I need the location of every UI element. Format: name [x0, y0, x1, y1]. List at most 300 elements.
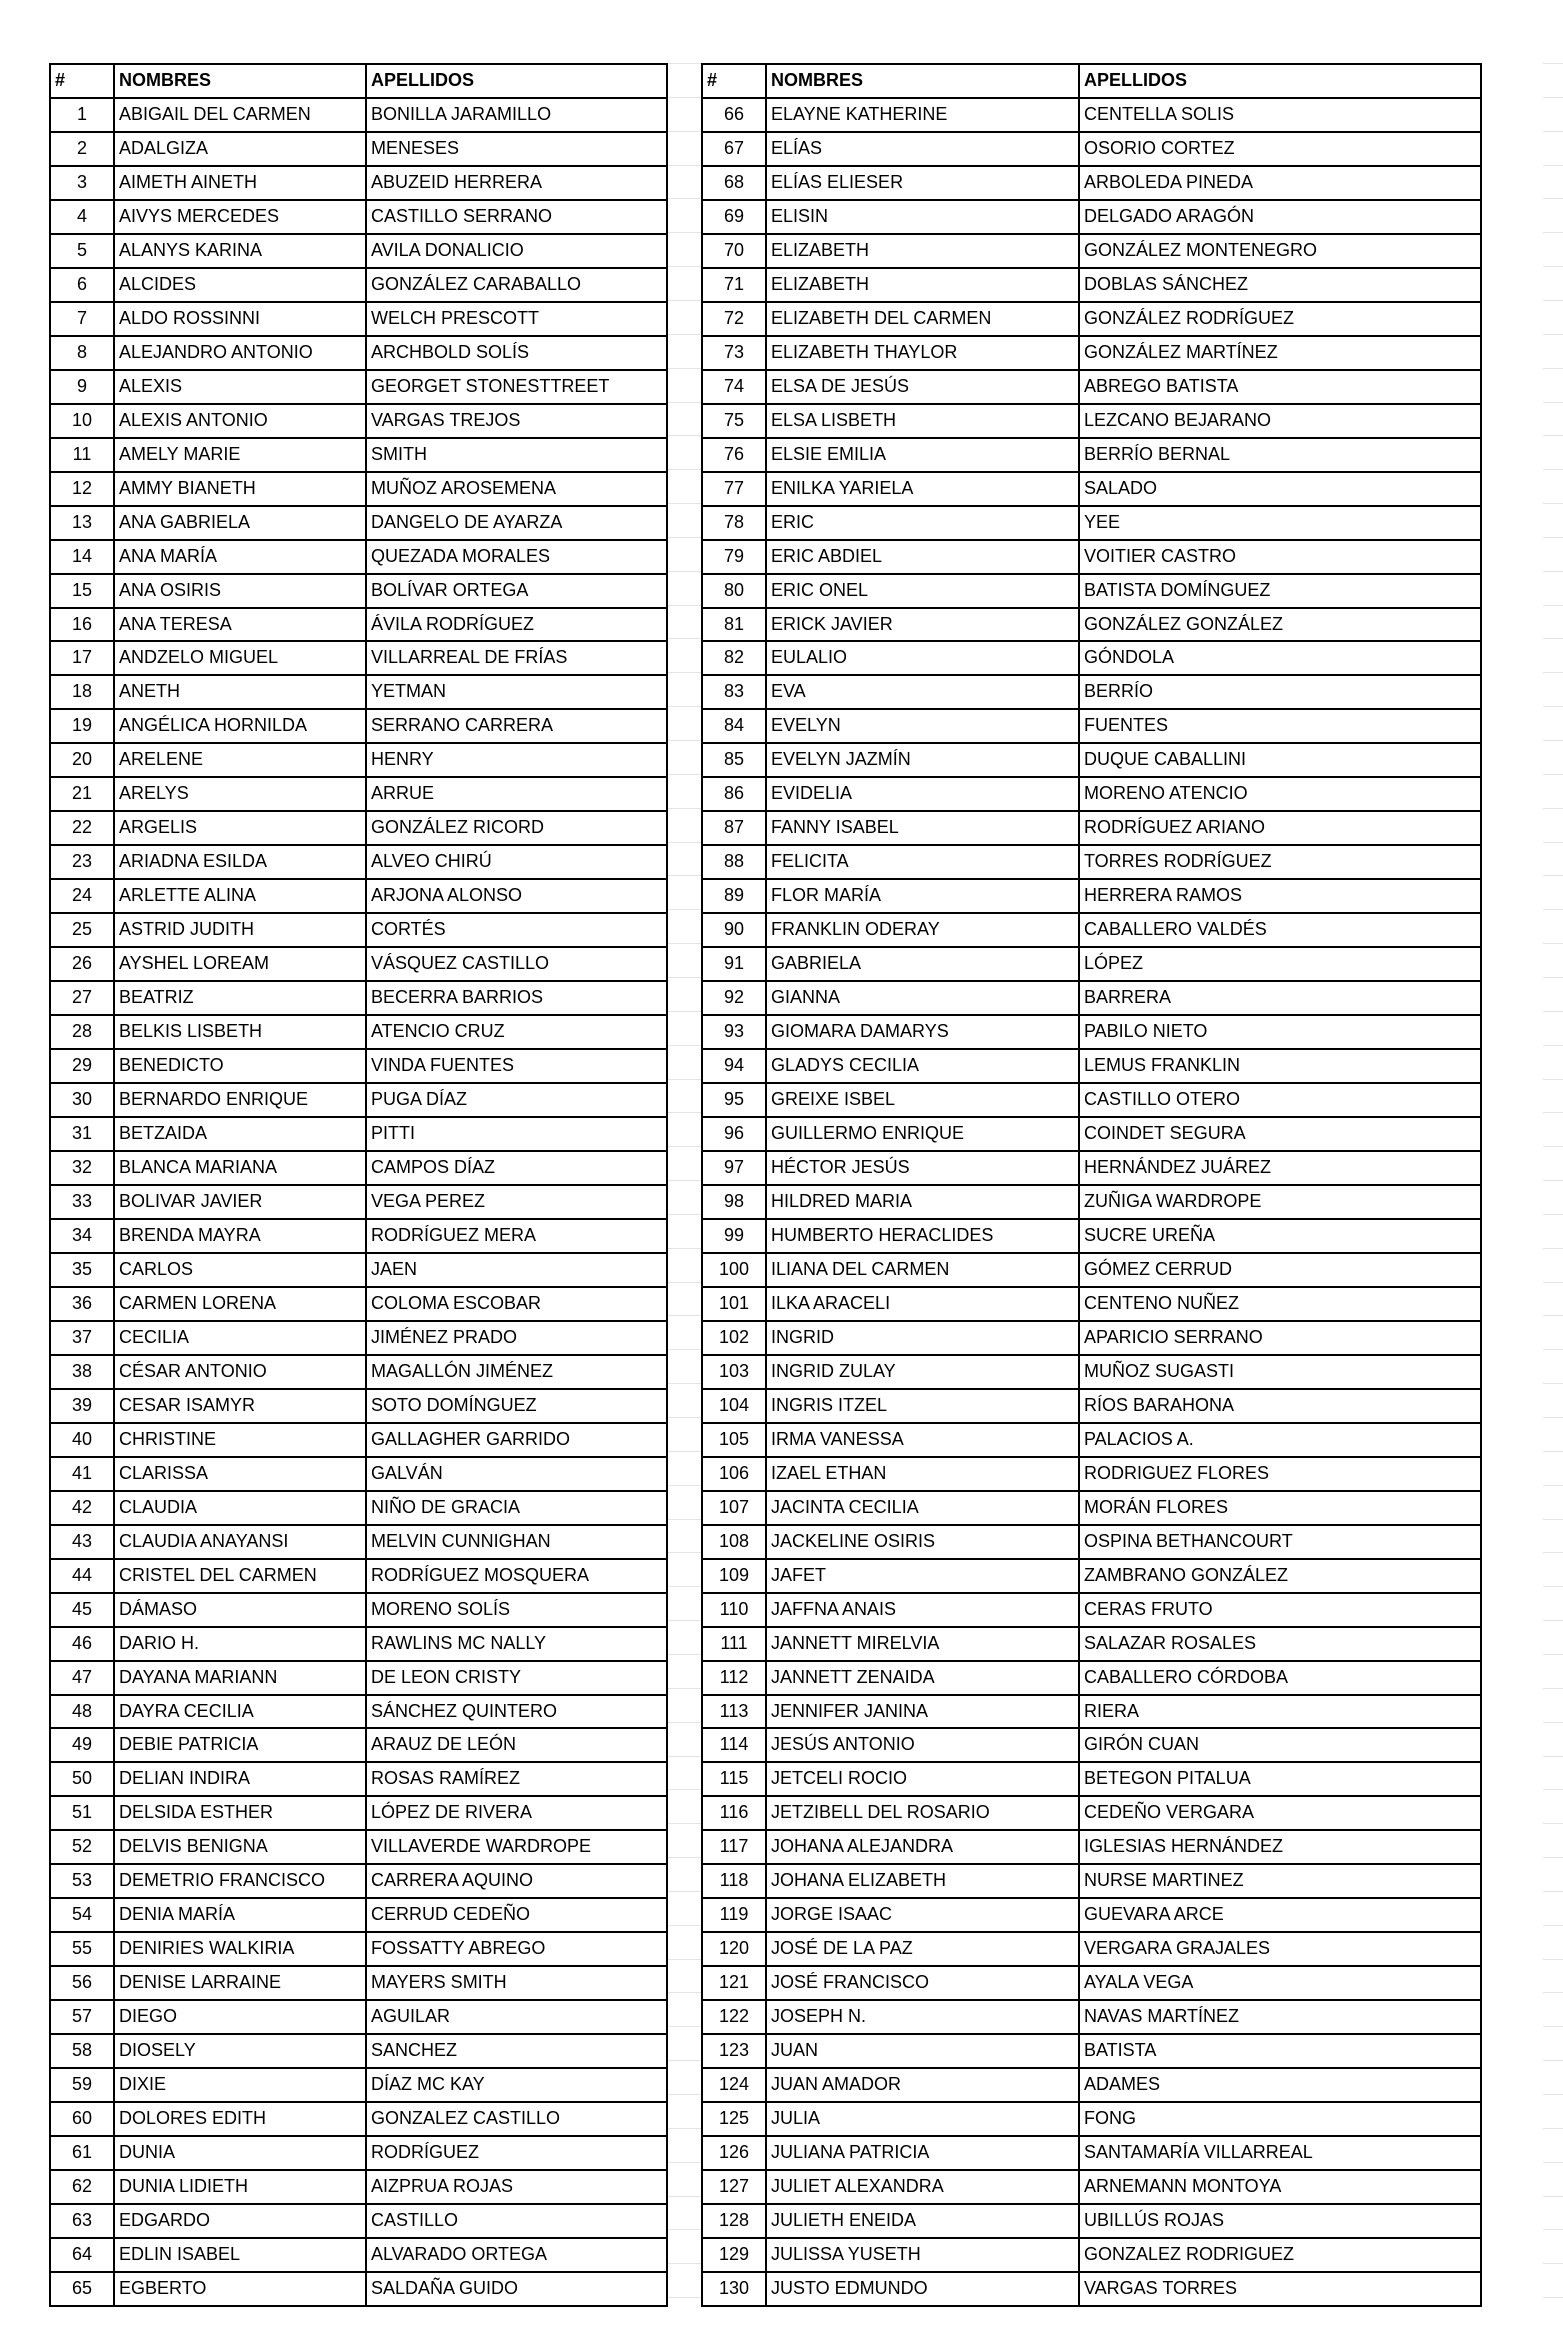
nombres-cell: ILKA ARACELI [766, 1287, 1079, 1321]
row-number: 122 [702, 2000, 766, 2034]
nombres-cell: ELIZABETH [766, 268, 1079, 302]
nombres-cell: HUMBERTO HERACLIDES [766, 1219, 1079, 1253]
row-number: 121 [702, 1966, 766, 2000]
row-number: 79 [702, 540, 766, 574]
apellidos-cell: ROSAS RAMÍREZ [366, 1762, 667, 1796]
row-number: 127 [702, 2170, 766, 2204]
nombres-cell: CLAUDIA [114, 1491, 366, 1525]
row-number: 117 [702, 1830, 766, 1864]
apellidos-cell: WELCH PRESCOTT [366, 302, 667, 336]
row-number: 72 [702, 302, 766, 336]
row-number: 42 [50, 1491, 114, 1525]
apellidos-cell: GONZÁLEZ RICORD [366, 811, 667, 845]
gridline [668, 1451, 701, 1452]
apellidos-cell: ABREGO BATISTA [1079, 370, 1481, 404]
gridline [1543, 2162, 1563, 2163]
row-number: 9 [50, 370, 114, 404]
nombres-cell: ANA OSIRIS [114, 574, 366, 608]
apellidos-cell: ARBOLEDA PINEDA [1079, 166, 1481, 200]
row-number: 45 [50, 1593, 114, 1627]
gridline [1543, 1417, 1563, 1418]
nombres-cell: ERIC [766, 506, 1079, 540]
gridline [1543, 1282, 1563, 1283]
row-number: 115 [702, 1762, 766, 1796]
nombres-cell: JULISSA YUSETH [766, 2238, 1079, 2272]
table-row [50, 200, 667, 234]
table-row [50, 1219, 667, 1253]
table-row [702, 913, 1481, 947]
gridline [668, 2229, 701, 2230]
table-row [50, 472, 667, 506]
table-row [50, 913, 667, 947]
table-row [50, 506, 667, 540]
nombres-cell: ARELYS [114, 777, 366, 811]
apellidos-cell: CORTÉS [366, 913, 667, 947]
table-row [50, 743, 667, 777]
nombres-cell: BELKIS LISBETH [114, 1015, 366, 1049]
row-number: 6 [50, 268, 114, 302]
table-row [50, 1015, 667, 1049]
apellidos-cell: NURSE MARTINEZ [1079, 1864, 1481, 1898]
row-number: 123 [702, 2034, 766, 2068]
table-row [702, 1151, 1481, 1185]
gridline [1543, 1180, 1563, 1181]
gridline [668, 1383, 701, 1384]
table-row [702, 2068, 1481, 2102]
row-number: 120 [702, 1932, 766, 1966]
apellidos-cell: TORRES RODRÍGUEZ [1079, 845, 1481, 879]
apellidos-cell: GONZÁLEZ GONZÁLEZ [1079, 608, 1481, 642]
row-number: 22 [50, 811, 114, 845]
row-number: 88 [702, 845, 766, 879]
header-num: # [50, 64, 114, 98]
row-number: 78 [702, 506, 766, 540]
nombres-cell: EDGARDO [114, 2204, 366, 2238]
table-row [702, 132, 1481, 166]
table-row [50, 1627, 667, 1661]
table-row [702, 302, 1481, 336]
apellidos-cell: RODRÍGUEZ MOSQUERA [366, 1559, 667, 1593]
gridline [1543, 402, 1563, 403]
nombres-cell: ELSIE EMILIA [766, 438, 1079, 472]
apellidos-cell: NIÑO DE GRACIA [366, 1491, 667, 1525]
gridline [668, 537, 701, 538]
nombres-cell: CARLOS [114, 1253, 366, 1287]
gridline [1543, 1485, 1563, 1486]
nombres-cell: ARIADNA ESILDA [114, 845, 366, 879]
apellidos-cell: BONILLA JARAMILLO [366, 98, 667, 132]
row-number: 20 [50, 743, 114, 777]
row-number: 33 [50, 1185, 114, 1219]
row-number: 96 [702, 1117, 766, 1151]
nombres-cell: GIANNA [766, 981, 1079, 1015]
nombres-cell: ALDO ROSSINNI [114, 302, 366, 336]
row-number: 57 [50, 2000, 114, 2034]
gridline [668, 1214, 701, 1215]
apellidos-cell: VERGARA GRAJALES [1079, 1932, 1481, 1966]
table-row [702, 2034, 1481, 2068]
header-row [702, 64, 1481, 98]
apellidos-cell: DANGELO DE AYARZA [366, 506, 667, 540]
apellidos-cell: GALLAGHER GARRIDO [366, 1423, 667, 1457]
gridline [668, 198, 701, 199]
gridline [668, 2162, 701, 2163]
row-number: 109 [702, 1559, 766, 1593]
table-row [702, 506, 1481, 540]
nombres-cell: JACINTA CECILIA [766, 1491, 1079, 1525]
table-row [50, 1695, 667, 1729]
names-table-right [701, 63, 1482, 2307]
table-row [702, 1762, 1481, 1796]
row-number: 32 [50, 1151, 114, 1185]
header-apellidos: APELLIDOS [366, 64, 667, 98]
apellidos-cell: ARRUE [366, 777, 667, 811]
table-row [702, 1864, 1481, 1898]
nombres-cell: JOHANA ELIZABETH [766, 1864, 1079, 1898]
table-row [702, 1966, 1481, 2000]
row-number: 84 [702, 709, 766, 743]
gridline [668, 368, 701, 369]
nombres-cell: DIEGO [114, 2000, 366, 2034]
gridline [668, 638, 701, 639]
nombres-cell: ANA TERESA [114, 608, 366, 642]
row-number: 3 [50, 166, 114, 200]
apellidos-cell: RODRIGUEZ FLORES [1079, 1457, 1481, 1491]
nombres-cell: DEBIE PATRICIA [114, 1728, 366, 1762]
table-row [50, 981, 667, 1015]
gridline [1543, 1992, 1563, 1993]
table-row [50, 540, 667, 574]
apellidos-cell: YEE [1079, 506, 1481, 540]
apellidos-cell: VILLAVERDE WARDROPE [366, 1830, 667, 1864]
gridline [1543, 2094, 1563, 2095]
apellidos-cell: DE LEON CRISTY [366, 1661, 667, 1695]
nombres-cell: EVELYN [766, 709, 1079, 743]
header-row [50, 64, 667, 98]
row-number: 16 [50, 608, 114, 642]
row-number: 63 [50, 2204, 114, 2238]
row-number: 81 [702, 608, 766, 642]
nombres-cell: BOLIVAR JAVIER [114, 1185, 366, 1219]
nombres-cell: AIMETH AINETH [114, 166, 366, 200]
table-row [50, 1762, 667, 1796]
nombres-cell: FRANKLIN ODERAY [766, 913, 1079, 947]
apellidos-cell: VILLARREAL DE FRÍAS [366, 641, 667, 675]
row-number: 54 [50, 1898, 114, 1932]
nombres-cell: CRISTEL DEL CARMEN [114, 1559, 366, 1593]
table-row [50, 845, 667, 879]
gridline [668, 2263, 701, 2264]
gridline [668, 1891, 701, 1892]
row-number: 124 [702, 2068, 766, 2102]
table-row [50, 1321, 667, 1355]
nombres-cell: CECILIA [114, 1321, 366, 1355]
row-number: 41 [50, 1457, 114, 1491]
gridline [668, 300, 701, 301]
nombres-cell: BLANCA MARIANA [114, 1151, 366, 1185]
row-number: 5 [50, 234, 114, 268]
gridline [668, 672, 701, 673]
row-number: 56 [50, 1966, 114, 2000]
gridline [668, 266, 701, 267]
table-row [702, 743, 1481, 777]
nombres-cell: DUNIA [114, 2136, 366, 2170]
apellidos-cell: CARRERA AQUINO [366, 1864, 667, 1898]
row-number: 111 [702, 1627, 766, 1661]
gridline [1543, 1519, 1563, 1520]
apellidos-cell: CABALLERO CÓRDOBA [1079, 1661, 1481, 1695]
gridline [668, 977, 701, 978]
row-number: 94 [702, 1049, 766, 1083]
row-number: 24 [50, 879, 114, 913]
gridline [1543, 1722, 1563, 1723]
row-number: 90 [702, 913, 766, 947]
row-number: 102 [702, 1321, 766, 1355]
gridline [668, 435, 701, 436]
table-row [702, 1898, 1481, 1932]
nombres-cell: CARMEN LORENA [114, 1287, 366, 1321]
apellidos-cell: SOTO DOMÍNGUEZ [366, 1389, 667, 1423]
table-row [50, 370, 667, 404]
nombres-cell: BEATRIZ [114, 981, 366, 1015]
apellidos-cell: VINDA FUENTES [366, 1049, 667, 1083]
apellidos-cell: GEORGET STONESTTREET [366, 370, 667, 404]
gridline [1543, 63, 1563, 64]
apellidos-cell: BATISTA DOMÍNGUEZ [1079, 574, 1481, 608]
row-number: 13 [50, 506, 114, 540]
nombres-cell: JESÚS ANTONIO [766, 1728, 1079, 1762]
gridline [1543, 1823, 1563, 1824]
row-number: 113 [702, 1695, 766, 1729]
table-row [702, 1253, 1481, 1287]
gridline [1543, 1959, 1563, 1960]
nombres-cell: AMELY MARIE [114, 438, 366, 472]
gridline [1543, 198, 1563, 199]
table-row [50, 1389, 667, 1423]
row-number: 116 [702, 1796, 766, 1830]
apellidos-cell: ALVARADO ORTEGA [366, 2238, 667, 2272]
row-number: 29 [50, 1049, 114, 1083]
gridline [668, 1045, 701, 1046]
table-row [702, 404, 1481, 438]
row-number: 38 [50, 1355, 114, 1389]
nombres-cell: CESAR ISAMYR [114, 1389, 366, 1423]
nombres-cell: JOHANA ALEJANDRA [766, 1830, 1079, 1864]
table-row [702, 2238, 1481, 2272]
apellidos-cell: DOBLAS SÁNCHEZ [1079, 268, 1481, 302]
table-row [702, 1728, 1481, 1762]
gridline [1543, 1112, 1563, 1113]
row-number: 126 [702, 2136, 766, 2170]
nombres-cell: JUAN AMADOR [766, 2068, 1079, 2102]
table-row [702, 811, 1481, 845]
row-number: 104 [702, 1389, 766, 1423]
table-row [702, 1117, 1481, 1151]
apellidos-cell: MELVIN CUNNIGHAN [366, 1525, 667, 1559]
row-number: 118 [702, 1864, 766, 1898]
gridline [668, 2094, 701, 2095]
nombres-cell: CLAUDIA ANAYANSI [114, 1525, 366, 1559]
nombres-cell: BENEDICTO [114, 1049, 366, 1083]
table-row [50, 2000, 667, 2034]
apellidos-cell: SALADO [1079, 472, 1481, 506]
row-number: 46 [50, 1627, 114, 1661]
table-row [702, 2170, 1481, 2204]
row-number: 74 [702, 370, 766, 404]
row-number: 23 [50, 845, 114, 879]
header-apellidos: APELLIDOS [1079, 64, 1481, 98]
row-number: 55 [50, 1932, 114, 1966]
table-row [50, 1083, 667, 1117]
gridline [1543, 368, 1563, 369]
apellidos-cell: LÓPEZ DE RIVERA [366, 1796, 667, 1830]
apellidos-cell: DÍAZ MC KAY [366, 2068, 667, 2102]
nombres-cell: DENIRIES WALKIRIA [114, 1932, 366, 1966]
table-row [50, 709, 667, 743]
table-row [702, 1796, 1481, 1830]
row-number: 107 [702, 1491, 766, 1525]
table-row [702, 1661, 1481, 1695]
row-number: 68 [702, 166, 766, 200]
gridline [668, 1417, 701, 1418]
table-row [50, 438, 667, 472]
nombres-cell: CÉSAR ANTONIO [114, 1355, 366, 1389]
table-row [702, 1491, 1481, 1525]
table-row [50, 132, 667, 166]
nombres-cell: EULALIO [766, 641, 1079, 675]
table-row [702, 1185, 1481, 1219]
nombres-cell: GLADYS CECILIA [766, 1049, 1079, 1083]
row-number: 49 [50, 1728, 114, 1762]
table-row [50, 268, 667, 302]
apellidos-cell: GONZALEZ RODRIGUEZ [1079, 2238, 1481, 2272]
gridline [668, 1992, 701, 1993]
table-row [702, 2102, 1481, 2136]
gridline [668, 2060, 701, 2061]
nombres-cell: HÉCTOR JESÚS [766, 1151, 1079, 1185]
gridline [1543, 774, 1563, 775]
table-row [702, 1830, 1481, 1864]
table-row [50, 1898, 667, 1932]
nombres-cell: ELAYNE KATHERINE [766, 98, 1079, 132]
nombres-cell: ELIZABETH DEL CARMEN [766, 302, 1079, 336]
apellidos-cell: IGLESIAS HERNÁNDEZ [1079, 1830, 1481, 1864]
gridline [1543, 1248, 1563, 1249]
nombres-cell: JETZIBELL DEL ROSARIO [766, 1796, 1079, 1830]
apellidos-cell: VEGA PEREZ [366, 1185, 667, 1219]
nombres-cell: DIOSELY [114, 2034, 366, 2068]
gridline [668, 1180, 701, 1181]
row-number: 14 [50, 540, 114, 574]
table-row [702, 845, 1481, 879]
row-number: 12 [50, 472, 114, 506]
gridline [1543, 1925, 1563, 1926]
apellidos-cell: QUEZADA MORALES [366, 540, 667, 574]
row-number: 67 [702, 132, 766, 166]
gridline [1543, 503, 1563, 504]
row-number: 34 [50, 1219, 114, 1253]
nombres-cell: ILIANA DEL CARMEN [766, 1253, 1079, 1287]
table-row [50, 1593, 667, 1627]
nombres-cell: EVIDELIA [766, 777, 1079, 811]
table-row [702, 641, 1481, 675]
table-row [50, 2068, 667, 2102]
gridline [668, 605, 701, 606]
header-num: # [702, 64, 766, 98]
nombres-cell: ELÍAS [766, 132, 1079, 166]
gridline [1543, 1011, 1563, 1012]
table-row [50, 608, 667, 642]
gridline [668, 1552, 701, 1553]
table-row [50, 1491, 667, 1525]
nombres-cell: HILDRED MARIA [766, 1185, 1079, 1219]
gridline [668, 875, 701, 876]
table-row [50, 2102, 667, 2136]
table-row [50, 1966, 667, 2000]
row-number: 40 [50, 1423, 114, 1457]
row-number: 43 [50, 1525, 114, 1559]
apellidos-cell: MUÑOZ SUGASTI [1079, 1355, 1481, 1389]
nombres-cell: JORGE ISAAC [766, 1898, 1079, 1932]
gridline [1543, 1620, 1563, 1621]
row-number: 82 [702, 641, 766, 675]
gridline [668, 1857, 701, 1858]
apellidos-cell: COINDET SEGURA [1079, 1117, 1481, 1151]
gridline [1543, 334, 1563, 335]
gridline [668, 503, 701, 504]
gridline [1543, 266, 1563, 267]
apellidos-cell: GÓMEZ CERRUD [1079, 1253, 1481, 1287]
gridline [1543, 1349, 1563, 1350]
table-row [702, 981, 1481, 1015]
table-row [50, 166, 667, 200]
gridline [668, 97, 701, 98]
nombres-cell: ELIZABETH THAYLOR [766, 336, 1079, 370]
nombres-cell: ARELENE [114, 743, 366, 777]
row-number: 77 [702, 472, 766, 506]
row-number: 26 [50, 947, 114, 981]
table-row [702, 336, 1481, 370]
table-row [702, 1457, 1481, 1491]
table-row [702, 675, 1481, 709]
nombres-cell: JOSÉ FRANCISCO [766, 1966, 1079, 2000]
gridline [1543, 2026, 1563, 2027]
table-row [702, 1321, 1481, 1355]
nombres-cell: JENNIFER JANINA [766, 1695, 1079, 1729]
apellidos-cell: ÁVILA RODRÍGUEZ [366, 608, 667, 642]
apellidos-cell: LEZCANO BEJARANO [1079, 404, 1481, 438]
gridline [1543, 1383, 1563, 1384]
table-row [702, 2000, 1481, 2034]
table-row [702, 1593, 1481, 1627]
row-number: 70 [702, 234, 766, 268]
apellidos-cell: SANCHEZ [366, 2034, 667, 2068]
table-row [50, 2272, 667, 2306]
table-row [702, 438, 1481, 472]
nombres-cell: ELIZABETH [766, 234, 1079, 268]
nombres-cell: JUSTO EDMUNDO [766, 2272, 1079, 2306]
gridline [1543, 1214, 1563, 1215]
table-row [702, 2272, 1481, 2306]
table-row [702, 540, 1481, 574]
apellidos-cell: UBILLÚS ROJAS [1079, 2204, 1481, 2238]
gridline [1543, 1891, 1563, 1892]
row-number: 71 [702, 268, 766, 302]
row-number: 93 [702, 1015, 766, 1049]
nombres-cell: ALANYS KARINA [114, 234, 366, 268]
nombres-cell: EVELYN JAZMÍN [766, 743, 1079, 777]
apellidos-cell: MORENO ATENCIO [1079, 777, 1481, 811]
